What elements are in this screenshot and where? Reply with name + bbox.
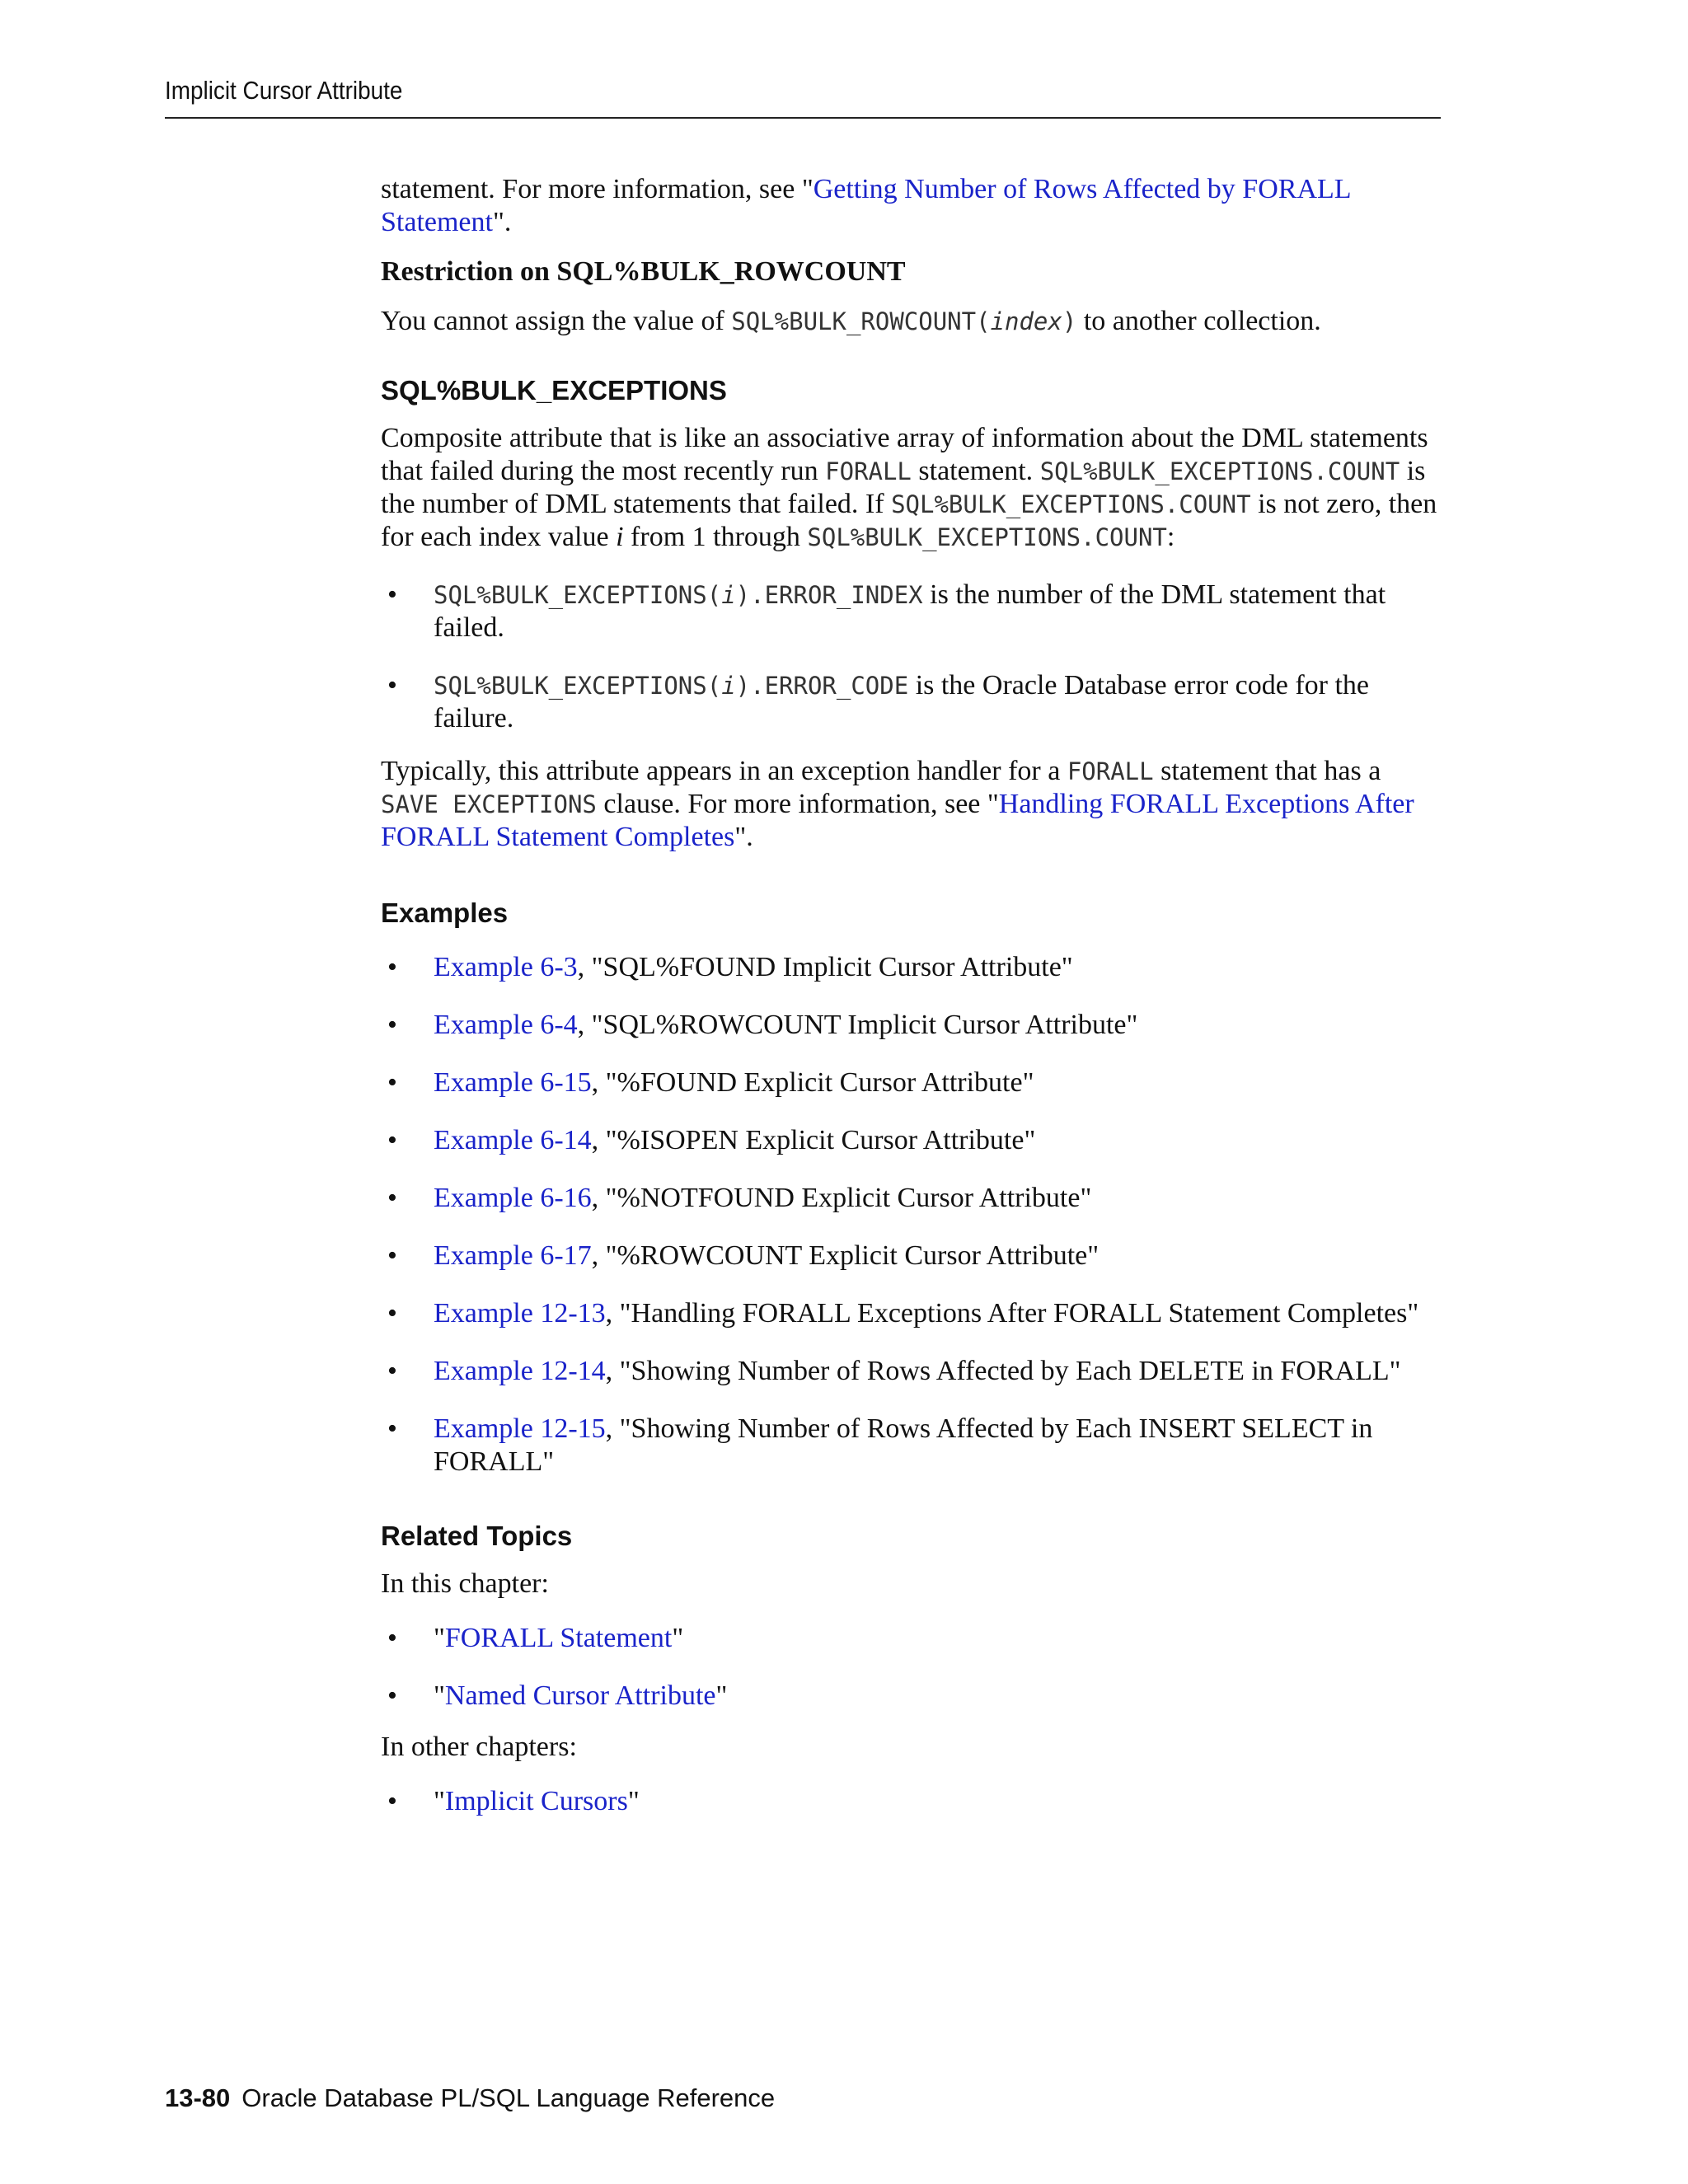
example-link[interactable]: Example 6-4 [434, 1010, 578, 1040]
running-head: Implicit Cursor Attribute [165, 76, 403, 105]
bullet-icon: • [387, 579, 397, 610]
bullet-icon: • [387, 1298, 397, 1329]
page-footer [165, 2083, 775, 2113]
list-item: • Example 6-15, "%FOUND Explicit Cursor Attribute" [387, 1067, 1034, 1098]
examples-list [381, 951, 1444, 1479]
bullet-icon: • [387, 1183, 397, 1213]
in-this-chapter-label: In this chapter: [381, 1568, 549, 1599]
example-link[interactable]: Example 6-3 [434, 952, 578, 982]
bullet-icon: • [387, 1067, 397, 1098]
restriction-heading: Restriction on SQL%BULK_ROWCOUNT [381, 256, 906, 287]
examples-heading: Examples [381, 898, 509, 928]
bullet-icon: • [387, 1010, 397, 1040]
list-item: • "Implicit Cursors" [387, 1786, 640, 1816]
list-item: • SQL%BULK_EXCEPTIONS(i).ERROR_CODE is the Oracle Database error code for the failure. [387, 670, 1370, 733]
example-link[interactable]: Example 12-14 [434, 1356, 606, 1386]
handler-paragraph: Typically, this attribute appears in an exception handler for a FORALL statement that has a SAVE EXCEPTIONS clause. For more information, see "Handling FORALL Exceptions After FORALL Statement Completes". [381, 756, 1414, 852]
related-topics-heading: Related Topics [381, 1521, 573, 1551]
bulk-exceptions-paragraph: Composite attribute that is like an associative array of information about the DML statements that failed during the most recently run FORALL statement. SQL%BULK_EXCEPTIONS.COUNT is the number of DML statements that failed. If SQL%BULK_EXCEPTIONS.COUNT is not zero, then for each index value i from 1 through SQL%BULK_EXCEPTIONS.COUNT: [381, 423, 1437, 552]
page-content [381, 173, 1444, 1818]
bullet-icon: • [387, 670, 397, 701]
getting-rows-affected-link[interactable]: Getting Number of Rows Affected by FORALL Statement [381, 174, 1351, 237]
list-item: • "Named Cursor Attribute" [387, 1680, 728, 1711]
list-item: • Example 6-14, "%ISOPEN Explicit Cursor Attribute" [387, 1125, 1036, 1155]
page-number: 13-80 [165, 2083, 231, 2112]
bullet-icon: • [387, 1623, 397, 1653]
this-chapter-list [381, 1622, 1444, 1713]
implicit-cursors-link[interactable]: Implicit Cursors [444, 1786, 628, 1816]
list-item: • Example 12-14, "Showing Number of Rows Affected by Each DELETE in FORALL" [387, 1356, 1401, 1386]
named-cursor-attribute-link[interactable]: Named Cursor Attribute [444, 1680, 716, 1711]
intro-paragraph: statement. For more information, see "Getting Number of Rows Affected by FORALL Statement". [381, 174, 1351, 237]
bullet-icon: • [387, 1240, 397, 1271]
bullet-icon: • [387, 1125, 397, 1155]
example-link[interactable]: Example 6-14 [434, 1125, 592, 1155]
header-rule [165, 117, 1441, 119]
bullet-icon: • [387, 1413, 397, 1444]
book-title: Oracle Database PL/SQL Language Reference [241, 2083, 776, 2112]
list-item: • Example 6-4, "SQL%ROWCOUNT Implicit Cursor Attribute" [387, 1010, 1138, 1040]
example-link[interactable]: Example 12-15 [434, 1413, 606, 1444]
example-link[interactable]: Example 12-13 [434, 1298, 606, 1329]
list-item: • Example 12-15, "Showing Number of Rows Affected by Each INSERT SELECT in FORALL" [387, 1413, 1373, 1477]
restriction-paragraph: You cannot assign the value of SQL%BULK_ROWCOUNT(index) to another collection. [381, 306, 1321, 336]
list-item: • Example 6-17, "%ROWCOUNT Explicit Cursor Attribute" [387, 1240, 1100, 1271]
forall-statement-link[interactable]: FORALL Statement [444, 1623, 673, 1653]
other-chapters-list [381, 1785, 1444, 1818]
bulk-exceptions-heading: SQL%BULK_EXCEPTIONS [381, 375, 727, 405]
list-item: • "FORALL Statement" [387, 1623, 684, 1653]
list-item: • Example 12-13, "Handling FORALL Exceptions After FORALL Statement Completes" [387, 1298, 1419, 1329]
in-other-chapters-label: In other chapters: [381, 1732, 577, 1762]
bullet-icon: • [387, 1356, 397, 1386]
example-link[interactable]: Example 6-17 [434, 1240, 592, 1271]
example-link[interactable]: Example 6-15 [434, 1067, 592, 1098]
bullet-icon: • [387, 1680, 397, 1711]
handling-forall-exceptions-link[interactable]: Handling FORALL Exceptions After FORALL Statement Completes [381, 789, 1414, 852]
example-link[interactable]: Example 6-16 [434, 1183, 592, 1213]
list-item: • Example 6-3, "SQL%FOUND Implicit Cursor Attribute" [387, 952, 1073, 982]
bulk-exceptions-list [381, 579, 1444, 735]
list-item: • SQL%BULK_EXCEPTIONS(i).ERROR_INDEX is the number of the DML statement that failed. [387, 579, 1386, 643]
bullet-icon: • [387, 1786, 397, 1816]
bullet-icon: • [387, 952, 397, 982]
list-item: • Example 6-16, "%NOTFOUND Explicit Cursor Attribute" [387, 1183, 1092, 1213]
